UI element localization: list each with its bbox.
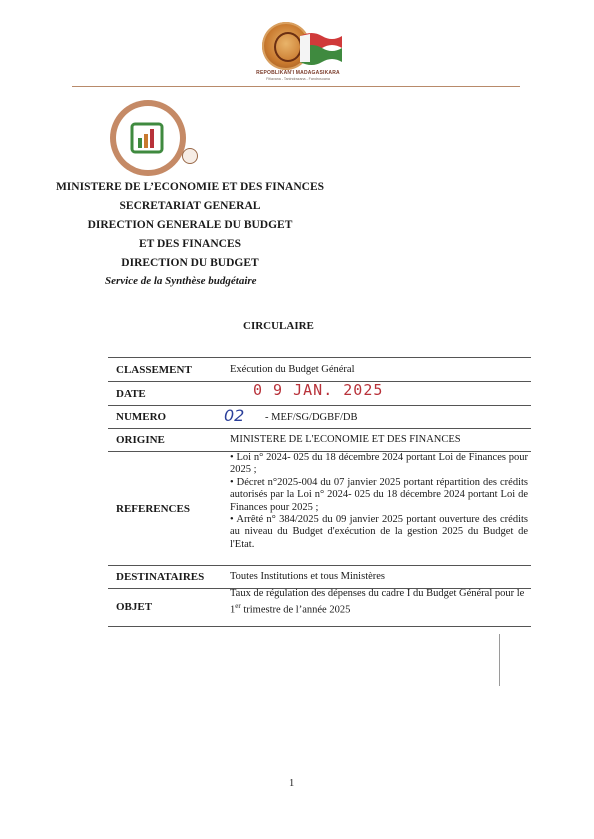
ministry-line-4: ET DES FINANCES — [138, 238, 242, 250]
origine-label: ORIGINE — [116, 434, 165, 446]
ministry-line-5: DIRECTION DU BUDGET — [121, 257, 259, 269]
table-rule — [108, 565, 531, 566]
margin-mark — [499, 634, 500, 686]
destinataires-value: Toutes Institutions et tous Ministères — [230, 571, 386, 582]
republic-motto: Fitiavana - Tanindrazana - Fandrosoana — [266, 77, 330, 81]
ministry-logo — [110, 100, 198, 178]
objet-label: OBJET — [116, 601, 153, 613]
numero-handwritten: 02 — [224, 406, 245, 425]
ministry-line-3: DIRECTION GENERALE DU BUDGET — [87, 219, 293, 231]
references-label: REFERENCES — [116, 503, 190, 515]
origine-value: MINISTERE DE L'ECONOMIE ET DES FINANCES — [230, 434, 461, 445]
ministry-line-1: MINISTERE DE L’ECONOMIE ET DES FINANCES — [55, 181, 325, 193]
classement-value: Exécution du Budget Général — [230, 364, 355, 375]
date-stamp: 0 9 JAN. 2025 — [253, 381, 384, 399]
page-number: 1 — [289, 778, 295, 789]
header-divider — [72, 86, 520, 87]
table-rule — [108, 357, 531, 358]
numero-value: - MEF/SG/DGBF/DB — [265, 412, 358, 423]
reference-item: • Arrêté n° 384/2025 du 09 janvier 2025 portant ouverture des crédits au niveau du Budget d'exécution de la gestion 2025 du Budget de l'Etat. — [230, 514, 528, 550]
objet-value: Taux de régulation des dépenses du cadre I du Budget Général pour le 1er trimestre de l’année 2025 — [230, 588, 525, 616]
secondary-seal — [182, 148, 198, 164]
reference-item: • Loi n° 2024- 025 du 18 décembre 2024 portant Loi de Finances pour 2025 ; — [230, 452, 528, 476]
service-name: Service de la Synthèse budgétaire — [105, 275, 257, 287]
republic-name: REPOBLIKAN'I MADAGASIKARA — [256, 70, 340, 76]
table-rule — [108, 626, 531, 627]
table-rule — [108, 405, 531, 406]
finance-emblem-icon — [128, 120, 168, 156]
date-label: DATE — [116, 388, 146, 400]
destinataires-label: DESTINATAIRES — [116, 571, 205, 583]
table-rule — [108, 428, 531, 429]
classement-label: CLASSEMENT — [116, 364, 192, 376]
references-list — [230, 452, 528, 551]
document-type: CIRCULAIRE — [243, 320, 314, 332]
ministry-line-2: SECRETARIAT GENERAL — [119, 200, 261, 212]
numero-label: NUMERO — [116, 411, 167, 423]
reference-item: • Décret n°2025-004 du 07 janvier 2025 portant répartition des crédits autorisés par la Loi n° 2024- 025 du 18 décembre 2024 portant Loi de Finances pour 2025 ; — [230, 476, 528, 513]
madagascar-flag-icon — [296, 30, 342, 68]
